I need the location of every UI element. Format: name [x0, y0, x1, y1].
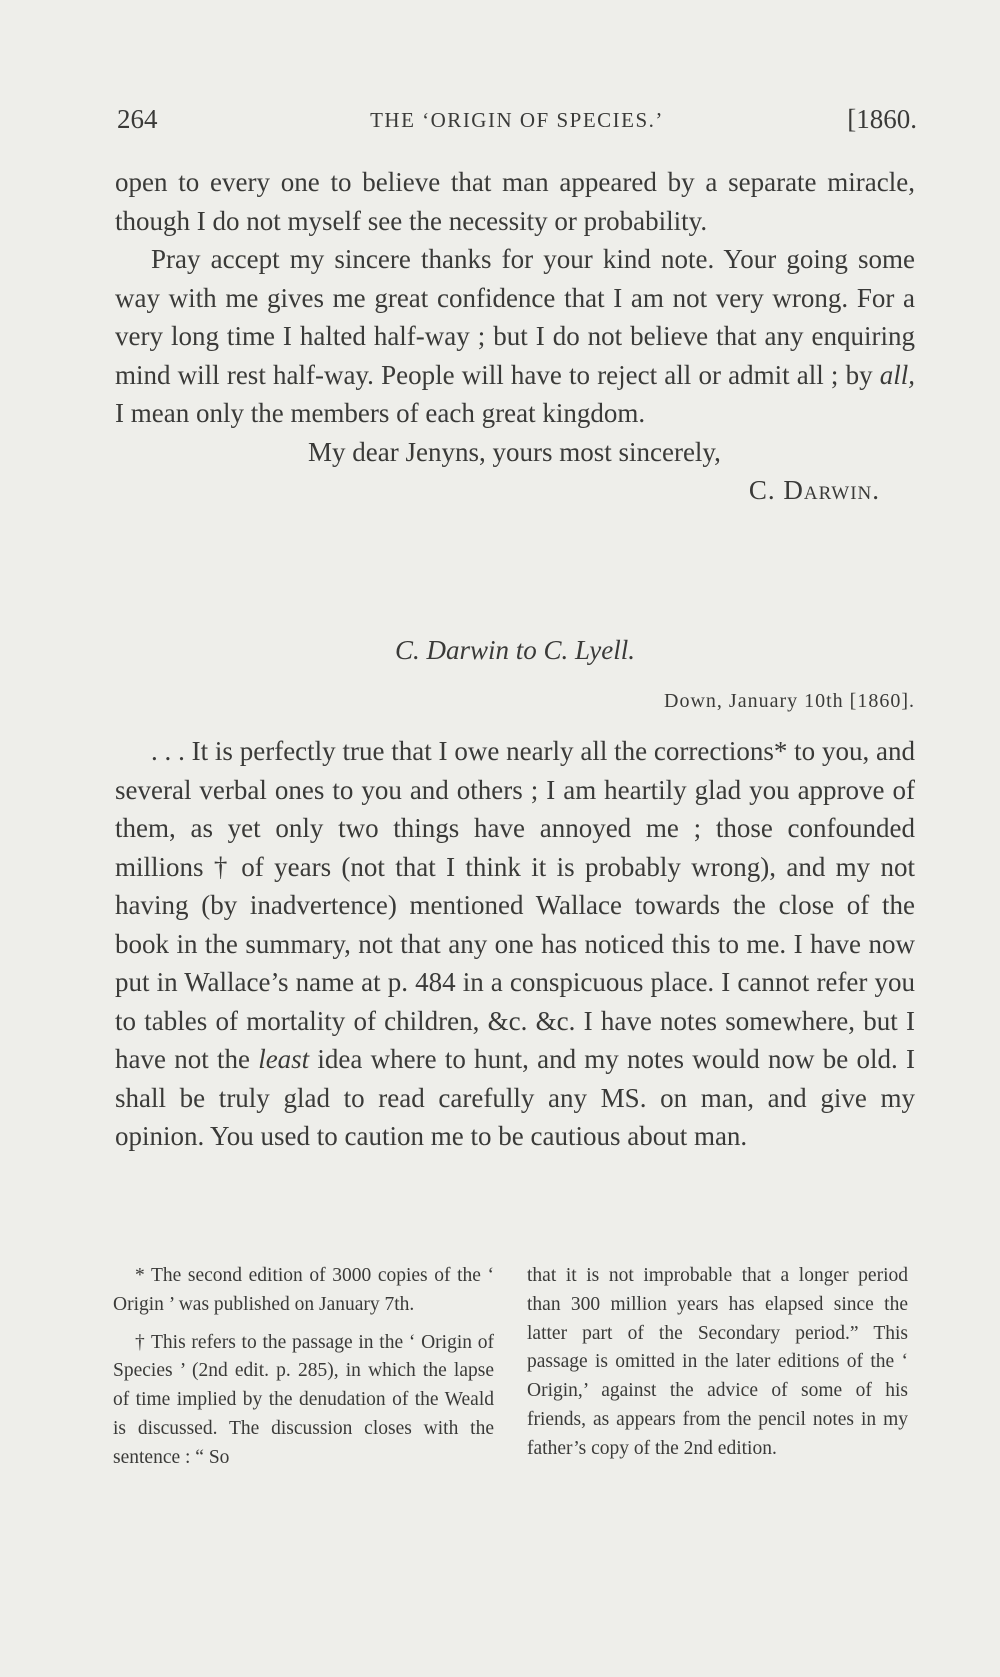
paragraph: open to every one to believe that man appeared by a separate miracle, though I do not myself see the necessity or probability. — [115, 167, 915, 236]
text-run: I mean only the members of each great kingdom. — [115, 398, 646, 428]
footnote-2-start: † This refers to the passage in the ‘ Origin of Species ’ (2nd edit. p. 285), in which the lapse of time implied by the denudation of the Weald is discussed. The discussion closes with the sentence : “ So — [113, 1331, 494, 1468]
signature: C. Darwin. — [748, 475, 880, 505]
footnote-column-left — [113, 1262, 494, 1473]
emphasis: all, — [879, 359, 915, 390]
paragraph — [115, 732, 915, 1156]
footnote-column-right — [527, 1262, 908, 1464]
text-run: Pray accept my sincere thanks for your kind note. Your going some way with me gives me great confidence that I am not very wrong. For a very long time I halted half-way ; but I do not believe that any enquiring mind will rest half-way. People will have to reject all or admit all ; by — [115, 244, 915, 390]
text-run: idea where to hunt, and my notes would now be old. I shall be truly glad to read carefully any MS. on man, and give my opinion. You used to caution me to be cautious about man. — [115, 1044, 915, 1151]
footnotes — [113, 1262, 916, 1552]
closing-salutation: My dear Jenyns, yours most sincerely, — [308, 436, 721, 467]
emphasis: least — [258, 1044, 310, 1074]
text-run: . . . It is perfectly true that I owe nearly all the corrections* to you, and several verbal ones to you and others ; I am heartily glad you approve of them, as yet only two things have annoyed me ; those confounded millions † of years (not that I think it is probably wrong), and my not having (by inadvertence) mentioned Wallace towards the close of the book in the summary, not that any one has noticed this to me. I have now put in Wallace’s name at p. 484 in a conspicuous place. I cannot refer you to tables of mortality of children, &c. &c. I have notes somewhere, but I have not the — [115, 736, 915, 1074]
footnote-2-continued: that it is not improbable that a longer period than 300 million years has elapsed since the latter part of the Secondary period.” This passage is omitted in the later editions of the ‘ Origin,’ against the advice of some of his friends, as appears from the pencil notes in my father’s copy of the 2nd edition. — [527, 1265, 908, 1459]
page-number: 264 — [117, 104, 158, 134]
letter-to-jenyns — [115, 163, 915, 510]
running-title: THE ‘ORIGIN OF SPECIES.’ — [370, 108, 664, 132]
running-year: [1860. — [847, 104, 917, 134]
letter-heading: C. Darwin to C. Lyell. — [395, 635, 635, 665]
letter-to-lyell — [115, 732, 915, 1156]
dateline: Down, January 10th [1860]. — [664, 690, 915, 712]
running-head — [117, 104, 917, 144]
footnote-1: * The second edition of 3000 copies of the ‘ Origin ’ was published on January 7th. — [113, 1265, 494, 1315]
paragraph — [115, 240, 915, 433]
